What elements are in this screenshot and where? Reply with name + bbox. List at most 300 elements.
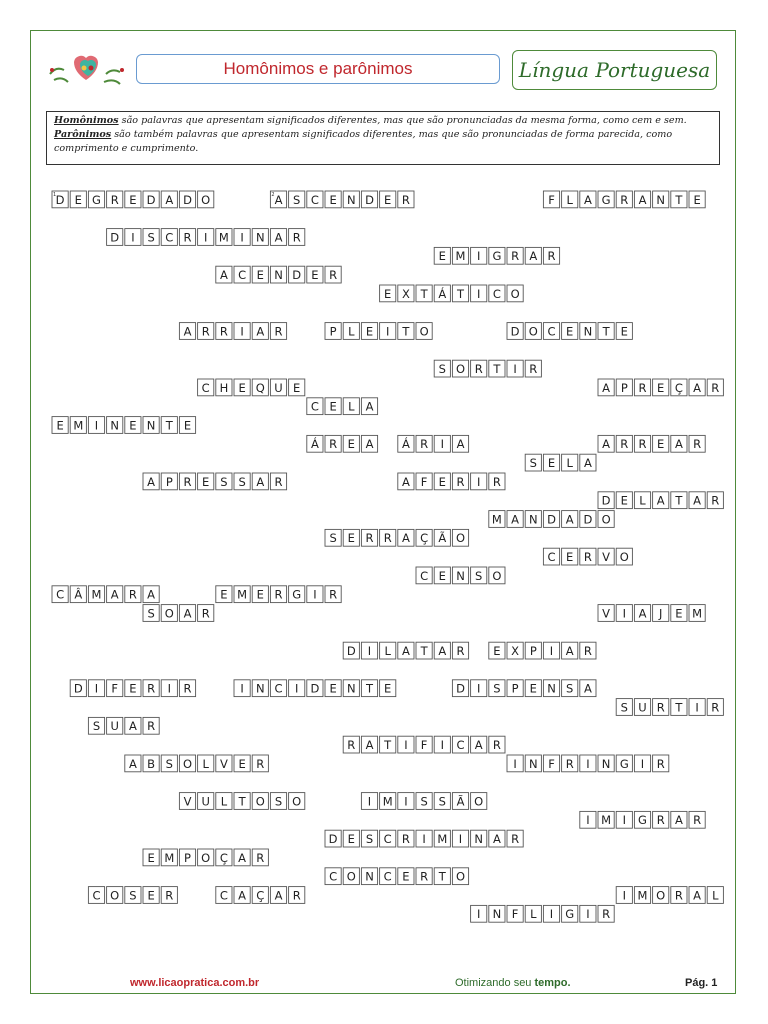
crossword-letter: R <box>565 756 574 771</box>
crossword-letter: N <box>656 192 666 207</box>
crossword-letter: O <box>201 850 211 865</box>
crossword-letter: E <box>438 249 446 264</box>
crossword-word <box>543 191 705 208</box>
crossword-letter: R <box>401 832 410 846</box>
crossword-letter: R <box>656 756 665 771</box>
crossword-letter: M <box>237 587 248 602</box>
crossword-letter: A <box>474 738 483 752</box>
crossword-letter: D <box>346 644 356 658</box>
crossword-letter: O <box>255 794 265 809</box>
crossword-letter: A <box>693 493 702 508</box>
crossword-letter: E <box>329 681 337 696</box>
crossword-letter: R <box>602 907 611 922</box>
crossword-letter: R <box>347 738 356 752</box>
crossword-letter: R <box>674 888 683 903</box>
crossword-letter: R <box>711 380 720 395</box>
crossword-letter: C <box>492 286 501 301</box>
crossword-letter: I <box>586 756 590 771</box>
crossword-letter: R <box>256 756 265 771</box>
crossword-letter: S <box>475 568 483 583</box>
crossword-letter: N <box>492 907 502 922</box>
crossword-letter: Á <box>438 286 447 301</box>
crossword-word <box>216 266 341 283</box>
crossword-word <box>343 736 505 753</box>
crossword-letter: A <box>565 512 574 527</box>
crossword-letter: R <box>420 869 429 884</box>
crossword-letter: E <box>329 192 337 207</box>
crossword-letter: A <box>365 738 374 752</box>
crossword-letter: G <box>619 756 629 771</box>
crossword-letter: E <box>220 587 228 602</box>
crossword-letter: T <box>675 192 683 207</box>
crossword-letter: I <box>440 437 445 452</box>
crossword-letter: O <box>619 550 629 564</box>
crossword-letter: O <box>528 324 538 339</box>
crossword-letter: I <box>549 907 554 922</box>
crossword-letter: M <box>91 587 102 602</box>
crossword-word <box>598 435 705 452</box>
crossword-letter: A <box>365 399 374 414</box>
crossword-letter: F <box>111 681 119 696</box>
crossword-letter: S <box>147 230 155 245</box>
crossword-letter: R <box>529 362 538 376</box>
crossword-letter: A <box>565 644 574 658</box>
crossword-letter: E <box>129 418 137 433</box>
crossword-letter: T <box>238 794 246 809</box>
crossword-letter: I <box>476 907 481 922</box>
crossword-letter: E <box>183 418 192 433</box>
crossword-word <box>489 642 596 659</box>
crossword-letter: Ç <box>219 850 228 865</box>
crossword-letter: D <box>146 192 156 207</box>
crossword-letter: D <box>456 681 465 696</box>
crossword-letter: J <box>658 606 663 621</box>
crossword-letter: E <box>238 756 246 771</box>
crossword-letter: L <box>384 644 391 658</box>
crossword-letter: R <box>620 192 629 207</box>
crossword-letter: E <box>693 192 701 207</box>
crossword-letter: E <box>566 324 574 339</box>
crossword-letter: E <box>147 888 155 903</box>
crossword-letter: R <box>693 437 702 452</box>
crossword-letter: L <box>530 907 537 922</box>
crossword-letter: E <box>620 493 628 508</box>
crossword-letter: G <box>565 907 575 922</box>
crossword-letter: O <box>455 531 466 546</box>
crossword-letter: B <box>147 756 156 771</box>
crossword-letter: S <box>165 756 173 771</box>
crossword-letter: S <box>529 456 537 470</box>
crossword-letter: V <box>602 606 611 621</box>
crossword-letter: X <box>511 644 520 658</box>
crossword-letter: I <box>586 907 590 922</box>
crossword-letter: L <box>348 399 355 414</box>
crossword-letter: N <box>146 418 156 433</box>
crossword-letter: D <box>328 832 338 846</box>
crossword-letter: R <box>329 587 338 602</box>
crossword-letter: D <box>583 512 593 527</box>
crossword-letter: I <box>549 644 554 658</box>
crossword-word <box>598 492 723 509</box>
clue-number: 1 <box>53 192 57 198</box>
crossword-letter: C <box>219 888 228 903</box>
crossword-letter: F <box>548 192 555 207</box>
crossword-letter: E <box>438 568 446 583</box>
crossword-word <box>234 680 396 697</box>
crossword-letter: A <box>674 437 683 452</box>
crossword-word <box>307 435 378 452</box>
crossword-letter: R <box>183 681 192 696</box>
crossword-letter: P <box>620 380 628 395</box>
crossword-letter: F <box>420 474 428 489</box>
crossword-letter: S <box>293 192 301 207</box>
crossword-letter: S <box>220 474 228 489</box>
crossword-letter: A <box>274 192 283 207</box>
crossword-letter: A <box>165 192 174 207</box>
crossword-letter: M <box>455 249 466 264</box>
crossword-word <box>198 379 305 396</box>
footer-site[interactable]: www.licaopratica.com.br <box>130 977 260 989</box>
crossword-letter: I <box>240 230 244 245</box>
page-number: Pág. 1 <box>685 977 718 989</box>
crossword-letter: Ç <box>674 380 683 395</box>
crossword-letter: I <box>476 681 481 696</box>
crossword-word <box>343 642 468 659</box>
crossword-letter: Ã <box>456 794 465 809</box>
crossword-letter: T <box>420 286 428 301</box>
crossword-letter: C <box>165 230 174 245</box>
crossword-letter: E <box>329 399 337 414</box>
crossword-letter: O <box>474 794 484 809</box>
crossword-letter: A <box>674 813 683 828</box>
crossword-letter: I <box>367 644 372 658</box>
crossword-letter: R <box>274 587 283 602</box>
crossword-letter: E <box>384 286 392 301</box>
crossword-letter: T <box>402 324 410 339</box>
homonimos-text: são palavras que apresentam significados diferentes, mas que são pronunciadas da mesma forma, como cem e sem. <box>118 115 687 126</box>
crossword-letter: C <box>310 399 319 414</box>
crossword-letter: R <box>165 888 174 903</box>
crossword-letter: Á <box>401 437 410 452</box>
crossword-letter: S <box>620 700 628 715</box>
crossword-letter: I <box>367 794 372 809</box>
crossword-letter: I <box>622 813 627 828</box>
crossword-letter: A <box>401 474 410 489</box>
crossword-letter: E <box>365 324 374 339</box>
crossword-letter: I <box>167 681 172 696</box>
crossword-letter: D <box>292 268 302 282</box>
crossword-letter: I <box>313 587 317 602</box>
crossword-letter: E <box>256 587 264 602</box>
crossword-word <box>52 586 159 603</box>
crossword-letter: N <box>346 192 356 207</box>
crossword-letter: A <box>274 888 283 903</box>
crossword-letter: O <box>492 568 502 583</box>
crossword-word <box>507 323 632 340</box>
crossword-letter: Â <box>74 587 83 602</box>
crossword-letter: E <box>74 192 82 207</box>
crossword-letter: R <box>256 850 265 865</box>
crossword-letter: R <box>365 531 374 546</box>
crossword-letter: D <box>310 681 320 696</box>
crossword-letter: M <box>491 512 502 527</box>
crossword-word <box>325 323 432 340</box>
crossword-letter: R <box>638 380 647 395</box>
crossword-letter: T <box>456 286 465 301</box>
crossword-letter: M <box>382 794 393 809</box>
crossword-letter: A <box>456 437 465 452</box>
crossword-letter: C <box>547 550 556 564</box>
crossword-letter: S <box>420 794 428 809</box>
crossword-letter: I <box>622 888 627 903</box>
crossword-letter: I <box>422 832 426 846</box>
crossword-letter: M <box>692 606 703 621</box>
crossword-letter: R <box>329 437 338 452</box>
crossword-letter: R <box>583 550 592 564</box>
crossword-letter: C <box>274 681 283 696</box>
crossword-word <box>179 323 286 340</box>
crossword-letter: I <box>404 794 408 809</box>
crossword-word <box>416 567 505 584</box>
crossword-letter: E <box>129 681 137 696</box>
paronimos-term: Parônimos <box>54 129 112 140</box>
crossword-letter: C <box>383 832 392 846</box>
slogan-prefix: Otimizando seu <box>455 977 535 989</box>
crossword-letter: T <box>602 324 610 339</box>
crossword-letter: V <box>219 756 228 771</box>
crossword-letter: R <box>110 192 119 207</box>
crossword-letter: R <box>456 644 465 658</box>
crossword-word <box>216 586 341 603</box>
crossword-letter: A <box>365 437 374 452</box>
crossword-letter: A <box>401 531 410 546</box>
crossword-letter: I <box>622 606 627 621</box>
crossword-letter: M <box>637 888 648 903</box>
crossword-letter: I <box>440 738 445 752</box>
crossword-letter: I <box>695 700 699 715</box>
crossword-letter: E <box>56 418 64 433</box>
crossword-letter: N <box>528 512 538 527</box>
crossword-letter: N <box>528 756 538 771</box>
crossword-word <box>88 887 177 904</box>
crossword-letter: U <box>110 719 119 734</box>
crossword-letter: E <box>256 268 264 282</box>
crossword-letter: L <box>712 888 719 903</box>
footer-slogan <box>455 977 571 989</box>
crossword-letter: O <box>455 869 466 884</box>
crossword-letter: R <box>656 813 665 828</box>
crossword-word <box>70 680 195 697</box>
crossword-letter: P <box>329 324 337 339</box>
crossword-letter: T <box>438 869 446 884</box>
crossword-letter: C <box>56 587 65 602</box>
crossword-letter: S <box>365 832 374 846</box>
crossword-letter: Ç <box>256 888 265 903</box>
crossword-letter: R <box>401 192 410 207</box>
crossword-letter: N <box>274 268 283 282</box>
crossword-letter: A <box>583 681 592 696</box>
crossword-letter: O <box>201 192 211 207</box>
crossword-letter: P <box>529 644 537 658</box>
crossword-letter: A <box>147 587 156 602</box>
crossword-letter: F <box>548 756 555 771</box>
crossword-letter: C <box>456 738 465 752</box>
crossword-letter: C <box>383 869 392 884</box>
crossword-word <box>179 793 304 810</box>
crossword-letter: A <box>602 380 611 395</box>
crossword-letter: O <box>164 606 174 621</box>
crossword-letter: S <box>92 719 101 734</box>
crossword-word <box>543 548 632 565</box>
crossword-letter: I <box>94 681 99 696</box>
crossword-word <box>325 529 469 546</box>
crossword-letter: E <box>657 380 665 395</box>
crossword-letter: D <box>110 230 120 245</box>
crossword-letter: N <box>346 681 356 696</box>
crossword-letter: A <box>256 474 265 489</box>
crossword-letter: R <box>201 324 210 339</box>
crossword-letter: I <box>94 418 99 433</box>
crossword-letter: U <box>274 380 283 395</box>
crossword-letter: D <box>547 512 556 527</box>
crossword-letter: R <box>474 362 483 376</box>
crossword-letter: A <box>183 606 192 621</box>
crossword-letter: I <box>203 230 208 245</box>
crossword-letter: E <box>547 456 556 470</box>
crossword-letter: S <box>274 794 283 809</box>
crossword-letter: R <box>492 738 501 752</box>
crossword-letter: F <box>420 738 428 752</box>
crossword-letter: D <box>510 324 520 339</box>
crossword-letter: C <box>238 268 247 282</box>
crossword-letter: E <box>202 474 210 489</box>
crossword-letter: R <box>274 474 283 489</box>
crossword-letter: V <box>602 550 611 564</box>
crossword-letter: R <box>383 531 392 546</box>
crossword-letter: F <box>511 907 519 922</box>
crossword-letter: N <box>365 869 374 884</box>
crossword-letter: O <box>510 286 520 301</box>
crossword-letter: A <box>238 888 247 903</box>
crossword-word <box>452 680 596 697</box>
crossword-word <box>616 887 723 904</box>
crossword-letter: A <box>511 512 520 527</box>
crossword-word <box>398 473 505 490</box>
crossword-letter: I <box>240 681 244 696</box>
crossword-word <box>489 511 614 528</box>
crossword-letter: R <box>201 606 210 621</box>
crossword-word <box>143 473 287 490</box>
crossword-letter: Ç <box>420 531 429 546</box>
crossword-letter: P <box>511 681 519 696</box>
crossword-letter: M <box>218 230 229 245</box>
crossword-letter: L <box>566 456 573 470</box>
crossword-letter: C <box>547 324 556 339</box>
crossword-word <box>507 755 669 772</box>
crossword-letter: L <box>348 324 355 339</box>
crossword-word <box>598 605 705 622</box>
crossword-letter: N <box>110 418 120 433</box>
crossword-letter: C <box>329 869 338 884</box>
crossword-letter: R <box>183 230 192 245</box>
crossword-letter: T <box>365 681 374 696</box>
crossword-letter: A <box>529 249 538 264</box>
crossword-letter: S <box>329 531 337 546</box>
crossword-letter: O <box>110 888 120 903</box>
crossword-letter: D <box>183 192 192 207</box>
crossword-letter: R <box>693 813 702 828</box>
crossword-letter: D <box>601 493 611 508</box>
crossword-letter: A <box>219 268 228 282</box>
crossword-word <box>143 605 214 622</box>
crossword-word <box>143 849 268 866</box>
crossword-letter: A <box>110 587 119 602</box>
crossword-letter: N <box>255 230 265 245</box>
crossword-letter: A <box>602 437 611 452</box>
crossword-letter: C <box>201 380 210 395</box>
crossword-letter: I <box>476 474 481 489</box>
crossword-letter: E <box>438 474 446 489</box>
crossword-letter: E <box>566 550 574 564</box>
crossword-letter: N <box>601 756 611 771</box>
crossword-word <box>307 398 378 415</box>
crossword-letter: O <box>656 888 666 903</box>
crossword-word <box>52 191 214 208</box>
crossword-letter: S <box>438 362 446 376</box>
crossword-letter: A <box>274 230 283 245</box>
crossword-letter: C <box>92 888 101 903</box>
clue-number: 2 <box>271 192 275 198</box>
crossword-word <box>125 755 269 772</box>
crossword-word <box>471 905 615 922</box>
crossword-letter: N <box>255 681 265 696</box>
crossword-letter: M <box>601 813 612 828</box>
crossword-word <box>52 417 196 434</box>
crossword-letter: O <box>455 362 466 376</box>
crossword-letter: I <box>240 324 244 339</box>
crossword-word <box>434 360 541 377</box>
crossword-letter: N <box>474 832 484 846</box>
crossword-word <box>380 285 524 302</box>
crossword-letter: R <box>329 268 338 282</box>
crossword-word <box>325 830 523 847</box>
crossword-letter: R <box>711 700 720 715</box>
crossword-letter: H <box>219 380 229 395</box>
crossword-letter: R <box>274 324 283 339</box>
crossword-letter: A <box>693 380 702 395</box>
crossword-word <box>525 454 596 471</box>
crossword-letter: I <box>640 756 645 771</box>
crossword-word <box>434 247 559 264</box>
crossword-letter: D <box>73 681 83 696</box>
crossword-letter: I <box>131 230 135 245</box>
crossword-letter: R <box>183 474 192 489</box>
crossword-letter: D <box>55 192 65 207</box>
crossword-letter: Q <box>255 380 265 395</box>
crossword-letter: I <box>458 832 463 846</box>
crossword-letter: N <box>583 324 593 339</box>
crossword-letter: L <box>639 493 646 508</box>
crossword-letter: O <box>292 794 302 809</box>
crossword-letter: S <box>493 681 501 696</box>
crossword-letter: O <box>182 756 193 771</box>
crossword-letter: S <box>147 606 155 621</box>
crossword-word <box>107 229 305 246</box>
crossword-letter: R <box>656 700 665 715</box>
crossword-letter: A <box>638 192 647 207</box>
crossword-letter: R <box>292 888 301 903</box>
crossword-letter: M <box>164 850 175 865</box>
